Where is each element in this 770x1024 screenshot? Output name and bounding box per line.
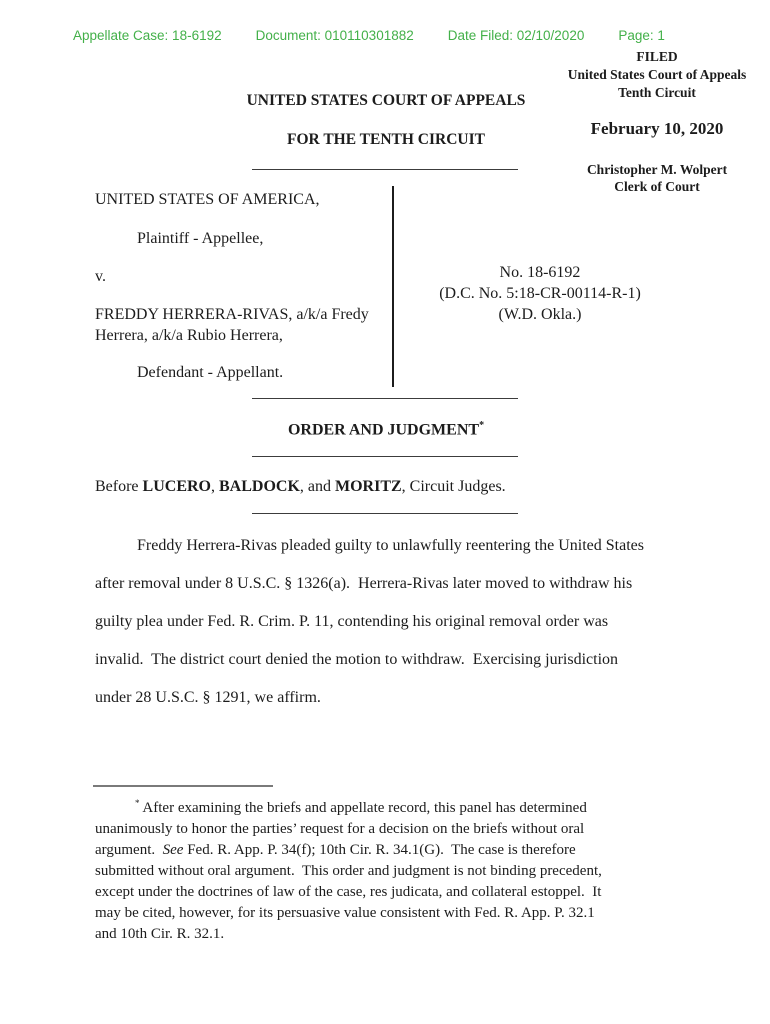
judge-name: MORITZ [335,478,402,495]
body-line: guilty plea under Fed. R. Crim. P. 11, contending his original removal order was [95,613,609,630]
filed-circuit-name: Tenth Circuit [618,85,696,100]
footnote-line: submitted without oral argument. This order and judgment is not binding precedent, [95,863,602,879]
order-title-text: ORDER AND JUDGMENT [287,421,480,439]
document-number-stamp: Document: 010110301882 [255,28,414,43]
clerk-title: Clerk of Court [614,179,700,194]
order-title-footnote-marker: * [479,420,485,431]
footnote-line: and 10th Cir. R. 32.1. [95,926,225,942]
court-heading-line2: FOR THE TENTH CIRCUIT [287,131,485,148]
section-divider [252,169,518,170]
appellate-case-stamp: Appellate Case: 18-6192 [73,28,222,43]
case-number-block [420,262,660,325]
body-line: Freddy Herrera-Rivas pleaded guilty to unlawfully reentering the United States [137,537,644,554]
footnote-line [95,793,695,819]
clerk-name: Christopher M. Wolpert [586,162,728,177]
order-title [95,420,677,439]
page-number-stamp: Page: 1 [618,28,665,43]
defendant-name-line1: FREDDY HERRERA-RIVAS, a/k/a Fredy [95,306,369,323]
section-divider [252,513,518,514]
footnote-text: After examining the briefs and appellate record, this panel has determined [139,800,587,816]
body-line: invalid. The district court denied the motion to withdraw. Exercising jurisdiction [95,651,619,668]
body-line: after removal under 8 U.S.C. § 1326(a). Herrera-Rivas later moved to withdraw his [95,575,633,592]
filed-court-name: United States Court of Appeals [567,67,747,82]
case-number: No. 18-6192 [499,264,581,281]
court-heading-line1: UNITED STATES COURT OF APPEALS [246,92,526,109]
efiling-stamp-header [73,28,665,43]
date-filed-stamp: Date Filed: 02/10/2020 [447,28,585,43]
plaintiff-name: UNITED STATES OF AMERICA, [95,191,320,208]
footnote [95,793,695,945]
footnote-citation-signal: See [162,842,184,858]
panel-of-judges [95,478,506,496]
defendant-role: Defendant - Appellant. [137,364,284,381]
section-divider [252,398,518,399]
panel-prefix: Before [95,478,143,495]
opinion-body [95,527,695,717]
filed-date: February 10, 2020 [590,119,724,138]
filed-label: FILED [636,49,678,64]
defendant-name-line2: Herrera, a/k/a Rubio Herrera, [95,327,283,344]
caption-divider-line [392,186,394,387]
footnote-rule [93,785,273,787]
panel-suffix: , Circuit Judges. [401,478,506,495]
footnote-text: Fed. R. App. P. 34(f); 10th Cir. R. 34.1(G). The case is therefore [183,842,576,858]
body-line: under 28 U.S.C. § 1291, we affirm. [95,689,321,706]
footnote-line [95,840,695,861]
footnote-marker: * [135,798,140,808]
section-divider [252,456,518,457]
plaintiff-role: Plaintiff - Appellee, [137,230,264,247]
district-court-number: (D.C. No. 5:18-CR-00114-R-1) [439,285,641,302]
judge-name: BALDOCK [218,478,300,495]
judge-name: LUCERO [142,478,211,495]
footnote-line: unanimously to honor the parties’ request for a decision on the briefs without oral [95,821,585,837]
district-name: (W.D. Okla.) [498,306,582,323]
versus-label: v. [95,268,106,285]
footnote-line: may be cited, however, for its persuasive value consistent with Fed. R. App. P. 32.1 [95,905,595,921]
court-heading [95,92,677,149]
panel-separator: , and [299,478,335,495]
footnote-line: except under the doctrines of law of the case, res judicata, and collateral estoppel. It [95,884,602,900]
footnote-text: argument. [95,842,163,858]
panel-separator: , [210,478,219,495]
